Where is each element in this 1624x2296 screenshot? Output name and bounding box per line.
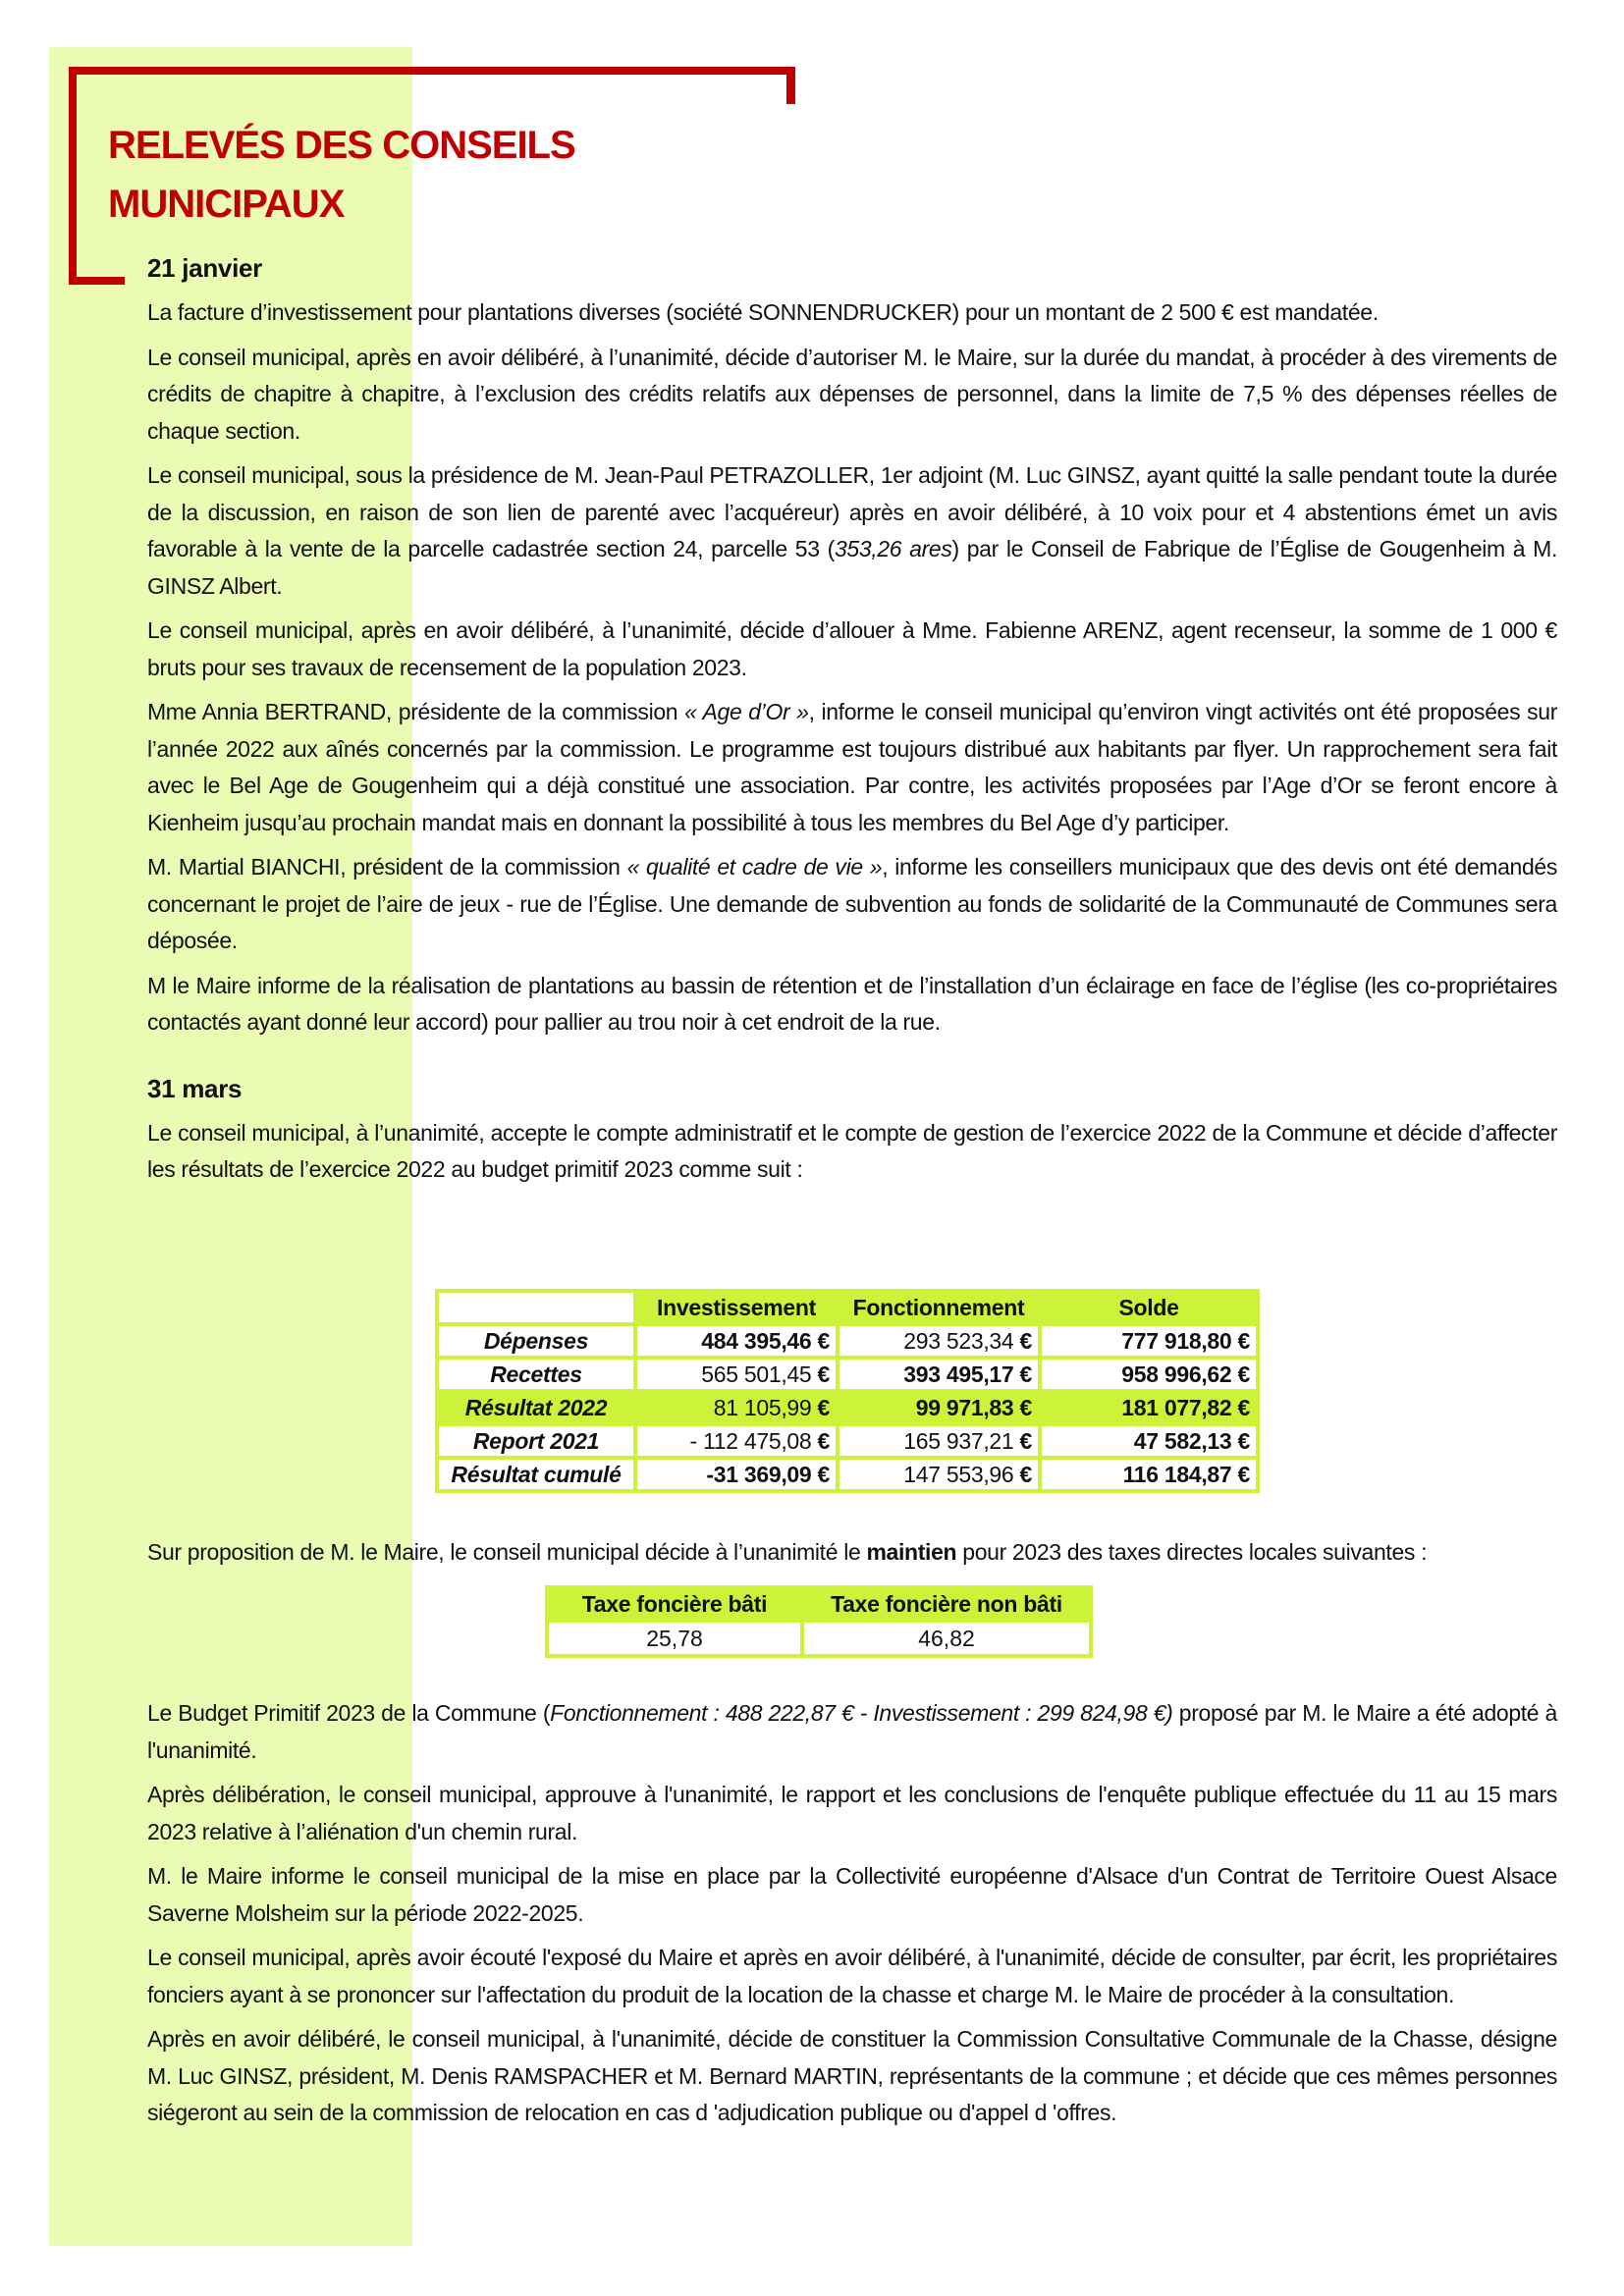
row-label: Recettes — [439, 1360, 633, 1389]
cell-investissement: -31 369,09 € — [637, 1460, 836, 1489]
paragraph: Le conseil municipal, après en avoir délibéré, à l’unanimité, décide d’autoriser M. le Maire, sur la durée du mandat, à procéder à des virements de crédits de chapitre à chapitre, à l’exclusion des crédits relatifs aux dépenses de personnel, dans la limite de 7,5 % des dépenses réelles de chaque section. — [147, 344, 1557, 444]
cell-investissement: 565 501,45 € — [637, 1360, 836, 1389]
tax-header-bati: Taxe foncière bâti — [581, 1591, 768, 1617]
row-label: Dépenses — [439, 1326, 633, 1356]
tax-intro-paragraph: Sur proposition de M. le Maire, le conseil municipal décide à l’unanimité le maintien pour 2023 des taxes directes locales suivantes : — [147, 1539, 1428, 1565]
table-row — [439, 1460, 1256, 1489]
title-bracket-top — [69, 67, 795, 75]
section-heading-31-mars: 31 mars — [147, 1073, 243, 1103]
page-title-line1: RELEVÉS DES CONSEILS — [108, 124, 575, 167]
paragraph: Le conseil municipal, à l’unanimité, accepte le compte administratif et le compte de gestion de l’exercice 2022 de la Commune et décide d’affecter les résultats de l’exercice 2022 au budget primitif 2023 comme suit : — [147, 1119, 1557, 1182]
paragraph: M. Martial BIANCHI, président de la commission « qualité et cadre de vie », informe les conseillers municipaux que des devis ont été demandés concernant le projet de l’aire de jeux - rue de l’Église. Une demande de subvention au fonds de solidarité de la Communauté de Communes sera déposée. — [147, 854, 1557, 953]
row-label: Report 2021 — [439, 1426, 633, 1456]
paragraph: Le conseil municipal, après avoir écouté l'exposé du Maire et après en avoir délibéré, à l'unanimité, décide de consulter, par écrit, les propriétaires fonciers ayant à se prononcer sur l'affectation du produit de la location de la chasse et charge M. le Maire de procéder à la consultation. — [147, 1945, 1557, 2007]
cell-solde: 47 582,13 € — [1042, 1426, 1256, 1456]
cell-fonctionnement: 99 971,83 € — [839, 1393, 1038, 1422]
page-title — [108, 116, 575, 234]
cell-investissement: - 112 475,08 € — [637, 1426, 836, 1456]
paragraph: Le Budget Primitif 2023 de la Commune (Fonctionnement : 488 222,87 € - Investissement : 299 824,98 €) proposé par M. le Maire a été adopté à l'unanimité. — [147, 1700, 1557, 1763]
paragraph: M le Maire informe de la réalisation de plantations au bassin de rétention et de l’installation d’un éclairage en face de l’église (les co-propriétaires contactés ayant donné leur accord) pour pallier au trou noir à cet endroit de la rue. — [147, 972, 1557, 1035]
paragraph: M. le Maire informe le conseil municipal de la mise en place par la Collectivité européenne d'Alsace d'un Contrat de Territoire Ouest Alsace Saverne Molsheim sur la période 2022-2025. — [147, 1863, 1557, 1926]
budget-results-table — [435, 1289, 1260, 1493]
row-label: Résultat cumulé — [439, 1460, 633, 1489]
cell-solde: 116 184,87 € — [1042, 1460, 1256, 1489]
tax-header-row — [549, 1589, 1089, 1619]
paragraph: La facture d’investissement pour plantations diverses (société SONNENDRUCKER) pour un montant de 2 500 € est mandatée. — [147, 299, 1379, 325]
paragraph: Après en avoir délibéré, le conseil municipal, à l'unanimité, décide de constituer la Commission Consultative Communale de la Chasse, désigne M. Luc GINSZ, président, M. Denis RAMSPACHER et M. Bernard MARTIN, représentants de la commune ; et décide que ces mêmes personnes siégeront au sein de la commission de relocation en cas d 'adjudication publique ou d'appel d 'offres. — [147, 2026, 1557, 2125]
table-row — [439, 1326, 1256, 1356]
page-title-line2: MUNICIPAUX — [108, 183, 345, 226]
article-body — [147, 250, 1557, 1197]
table-header-fonctionnement: Fonctionnement — [839, 1293, 1038, 1322]
tax-value-non-bati: 46,82 — [804, 1623, 1089, 1654]
tax-rates-table — [545, 1585, 1093, 1658]
cell-investissement: 81 105,99 € — [637, 1393, 836, 1422]
paragraph: Mme Annia BERTRAND, présidente de la commission « Age d’Or », informe le conseil municipal qu’environ vingt activités ont été proposées sur l’année 2022 aux aînés concernés par la commission. Le programme est toujours distribué aux habitants par flyer. Un rapprochement sera fait avec le Bel Age de Gougenheim qui a déjà constitué une association. Par contre, les activités proposées par l’Age d’Or se feront encore à Kienheim jusqu’au prochain mandat mais en donnant la possibilité à tous les membres du Bel Age d’y participer. — [147, 699, 1557, 835]
table-header-investissement: Investissement — [637, 1293, 836, 1322]
cell-fonctionnement: 147 553,96 € — [839, 1460, 1038, 1489]
table-row — [439, 1360, 1256, 1389]
paragraph: Après délibération, le conseil municipal, approuve à l'unanimité, le rapport et les conclusions de l'enquête publique effectuée du 11 au 15 mars 2023 relative à l’aliénation d'un chemin rural. — [147, 1782, 1557, 1844]
cell-fonctionnement: 165 937,21 € — [839, 1426, 1038, 1456]
article-body-continued — [147, 1695, 1557, 2140]
tax-value-bati: 25,78 — [549, 1623, 800, 1654]
table-header-blank — [439, 1293, 633, 1322]
table-header-solde: Solde — [1042, 1293, 1256, 1322]
table-row-highlight — [439, 1393, 1256, 1422]
tax-header-non-bati: Taxe foncière non bâti — [831, 1591, 1062, 1617]
table-header-row — [439, 1293, 1256, 1322]
paragraph: Le conseil municipal, après en avoir délibéré, à l’unanimité, décide d’allouer à Mme. Fabienne ARENZ, agent recenseur, la somme de 1 000 € bruts pour ses travaux de recensement de la population 2023. — [147, 617, 1557, 680]
row-label: Résultat 2022 — [439, 1393, 633, 1422]
tax-value-row — [549, 1623, 1089, 1654]
title-bracket-right — [786, 67, 795, 104]
section-heading-21-janvier: 21 janvier — [147, 253, 262, 283]
title-bracket-left — [69, 67, 77, 285]
table-row — [439, 1426, 1256, 1456]
cell-fonctionnement: 393 495,17 € — [839, 1360, 1038, 1389]
title-bracket-bottom — [69, 277, 125, 285]
cell-solde: 958 996,62 € — [1042, 1360, 1256, 1389]
paragraph: Le conseil municipal, sous la présidence de M. Jean-Paul PETRAZOLLER, 1er adjoint (M. Luc GINSZ, ayant quitté la salle pendant toute la durée de la discussion, en raison de son lien de parenté avec l’acquéreur) après en avoir délibéré, à 10 voix pour et 4 abstentions émet un avis favorable à la vente de la parcelle cadastrée section 24, parcelle 53 (353,26 ares) par le Conseil de Fabrique de l’Église de Gougenheim à M. GINSZ Albert. — [147, 462, 1558, 599]
cell-solde: 181 077,82 € — [1042, 1393, 1256, 1422]
cell-fonctionnement: 293 523,34 € — [839, 1326, 1038, 1356]
cell-investissement: 484 395,46 € — [637, 1326, 836, 1356]
cell-solde: 777 918,80 € — [1042, 1326, 1256, 1356]
